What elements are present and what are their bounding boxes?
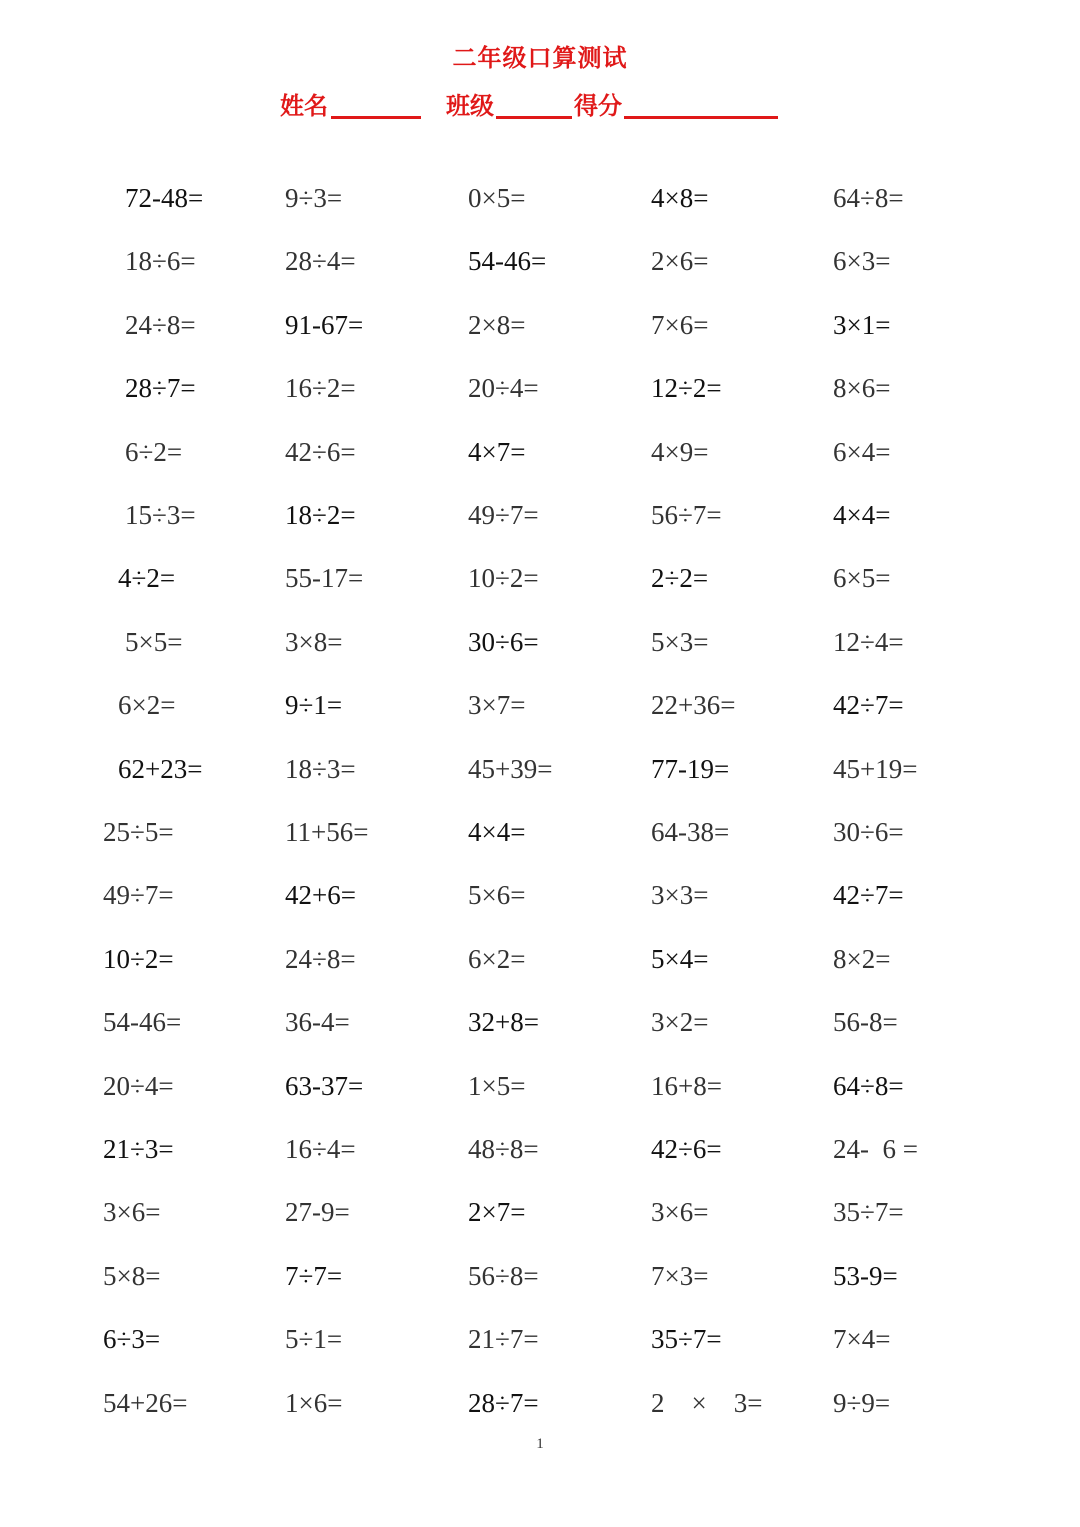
problem-r14-c5: 56-8=	[833, 1007, 898, 1037]
problem-r18-c3: 56÷8=	[468, 1261, 539, 1291]
problem-r10-c4: 77-19=	[651, 754, 730, 784]
problem-r11-c5: 30÷6=	[833, 817, 904, 847]
problem-r3-c1: 24÷8=	[125, 310, 196, 340]
problem-r8-c1: 5×5=	[125, 627, 183, 657]
problem-r8-c2: 3×8=	[285, 627, 343, 657]
problem-r19-c3: 21÷7=	[468, 1324, 539, 1354]
problem-r6-c3: 49÷7=	[468, 500, 539, 530]
problem-r5-c1: 6÷2=	[125, 437, 183, 467]
problem-r5-c3: 4×7=	[468, 437, 526, 467]
problem-r12-c3: 5×6=	[468, 880, 526, 910]
student-info-row	[0, 86, 1080, 126]
problem-r20-c4: 2 × 3=	[651, 1388, 763, 1418]
problem-r10-c2: 18÷3=	[285, 754, 356, 784]
class-label: 班级	[446, 92, 494, 120]
problem-r3-c5: 3×1=	[833, 310, 891, 340]
problem-r6-c5: 4×4=	[833, 500, 891, 530]
problem-r1-c5: 64÷8=	[833, 183, 904, 213]
problem-r16-c5: 24- 6 =	[833, 1134, 918, 1164]
problem-r4-c3: 20÷4=	[468, 373, 539, 403]
problem-r11-c2: 11+56=	[285, 817, 369, 847]
score-label: 得分	[574, 92, 622, 120]
problem-r11-c4: 64-38=	[651, 817, 730, 847]
problem-r19-c5: 7×4=	[833, 1324, 891, 1354]
problem-r4-c2: 16÷2=	[285, 373, 356, 403]
problem-r9-c2: 9÷1=	[285, 690, 343, 720]
problem-r16-c4: 42÷6=	[651, 1134, 722, 1164]
problem-r18-c4: 7×3=	[651, 1261, 709, 1291]
problem-r1-c2: 9÷3=	[285, 183, 343, 213]
name-blank-line	[331, 116, 421, 119]
problem-r10-c3: 45+39=	[468, 754, 553, 784]
problem-r17-c1: 3×6=	[103, 1197, 161, 1227]
problem-r14-c1: 54-46=	[103, 1007, 182, 1037]
problem-r18-c2: 7÷7=	[285, 1261, 343, 1291]
problem-r13-c4: 5×4=	[651, 944, 709, 974]
problem-r20-c5: 9÷9=	[833, 1388, 891, 1418]
problem-r2-c1: 18÷6=	[125, 246, 196, 276]
problem-r17-c5: 35÷7=	[833, 1197, 904, 1227]
problem-r17-c2: 27-9=	[285, 1197, 350, 1227]
problem-r12-c1: 49÷7=	[103, 880, 174, 910]
score-blank-line	[624, 116, 778, 119]
problem-r16-c1: 21÷3=	[103, 1134, 174, 1164]
problem-r1-c4: 4×8=	[651, 183, 709, 213]
name-label: 姓名	[280, 92, 328, 120]
problem-r1-c1: 72-48=	[125, 183, 204, 213]
problem-r19-c1: 6÷3=	[103, 1324, 161, 1354]
problem-r13-c1: 10÷2=	[103, 944, 174, 974]
problem-r3-c4: 7×6=	[651, 310, 709, 340]
problem-r5-c2: 42÷6=	[285, 437, 356, 467]
problem-r15-c2: 63-37=	[285, 1071, 364, 1101]
problem-r7-c2: 55-17=	[285, 563, 364, 593]
page-number: 1	[536, 1436, 544, 1452]
problem-r4-c1: 28÷7=	[125, 373, 196, 403]
problem-r19-c2: 5÷1=	[285, 1324, 343, 1354]
problem-r8-c5: 12÷4=	[833, 627, 904, 657]
problem-r5-c5: 6×4=	[833, 437, 891, 467]
problem-r2-c4: 2×6=	[651, 246, 709, 276]
problem-r14-c2: 36-4=	[285, 1007, 350, 1037]
problem-r2-c2: 28÷4=	[285, 246, 356, 276]
problem-r1-c3: 0×5=	[468, 183, 526, 213]
problem-r18-c1: 5×8=	[103, 1261, 161, 1291]
problem-r14-c4: 3×2=	[651, 1007, 709, 1037]
class-blank-line	[496, 116, 572, 119]
problem-r4-c5: 8×6=	[833, 373, 891, 403]
problem-r9-c5: 42÷7=	[833, 690, 904, 720]
problem-r4-c4: 12÷2=	[651, 373, 722, 403]
problem-r12-c5: 42÷7=	[833, 880, 904, 910]
problem-r15-c4: 16+8=	[651, 1071, 722, 1101]
problem-r16-c2: 16÷4=	[285, 1134, 356, 1164]
problem-r7-c1: 4÷2=	[118, 563, 176, 593]
problem-r11-c3: 4×4=	[468, 817, 526, 847]
problem-r3-c3: 2×8=	[468, 310, 526, 340]
problem-r17-c3: 2×7=	[468, 1197, 526, 1227]
problem-r2-c5: 6×3=	[833, 246, 891, 276]
problem-r13-c5: 8×2=	[833, 944, 891, 974]
problem-r9-c4: 22+36=	[651, 690, 736, 720]
problem-r6-c1: 15÷3=	[125, 500, 196, 530]
problem-r9-c3: 3×7=	[468, 690, 526, 720]
problem-r18-c5: 53-9=	[833, 1261, 898, 1291]
problem-r15-c5: 64÷8=	[833, 1071, 904, 1101]
problem-r9-c1: 6×2=	[118, 690, 176, 720]
worksheet-title: 二年级口算测试	[452, 44, 628, 72]
problem-r14-c3: 32+8=	[468, 1007, 539, 1037]
problem-r20-c1: 54+26=	[103, 1388, 188, 1418]
problem-r7-c3: 10÷2=	[468, 563, 539, 593]
problem-r11-c1: 25÷5=	[103, 817, 174, 847]
problem-r15-c1: 20÷4=	[103, 1071, 174, 1101]
problem-r15-c3: 1×5=	[468, 1071, 526, 1101]
problem-r7-c4: 2÷2=	[651, 563, 709, 593]
problem-r2-c3: 54-46=	[468, 246, 547, 276]
problem-r8-c4: 5×3=	[651, 627, 709, 657]
problem-r10-c1: 62+23=	[118, 754, 203, 784]
problem-r19-c4: 35÷7=	[651, 1324, 722, 1354]
problem-r6-c4: 56÷7=	[651, 500, 722, 530]
problem-r12-c2: 42+6=	[285, 880, 356, 910]
problem-r8-c3: 30÷6=	[468, 627, 539, 657]
problem-r12-c4: 3×3=	[651, 880, 709, 910]
problem-r6-c2: 18÷2=	[285, 500, 356, 530]
problem-r5-c4: 4×9=	[651, 437, 709, 467]
problem-r13-c3: 6×2=	[468, 944, 526, 974]
problem-r13-c2: 24÷8=	[285, 944, 356, 974]
problem-r3-c2: 91-67=	[285, 310, 364, 340]
problem-r10-c5: 45+19=	[833, 754, 918, 784]
problem-r16-c3: 48÷8=	[468, 1134, 539, 1164]
problem-r17-c4: 3×6=	[651, 1197, 709, 1227]
problem-r20-c3: 28÷7=	[468, 1388, 539, 1418]
problem-r7-c5: 6×5=	[833, 563, 891, 593]
problem-r20-c2: 1×6=	[285, 1388, 343, 1418]
